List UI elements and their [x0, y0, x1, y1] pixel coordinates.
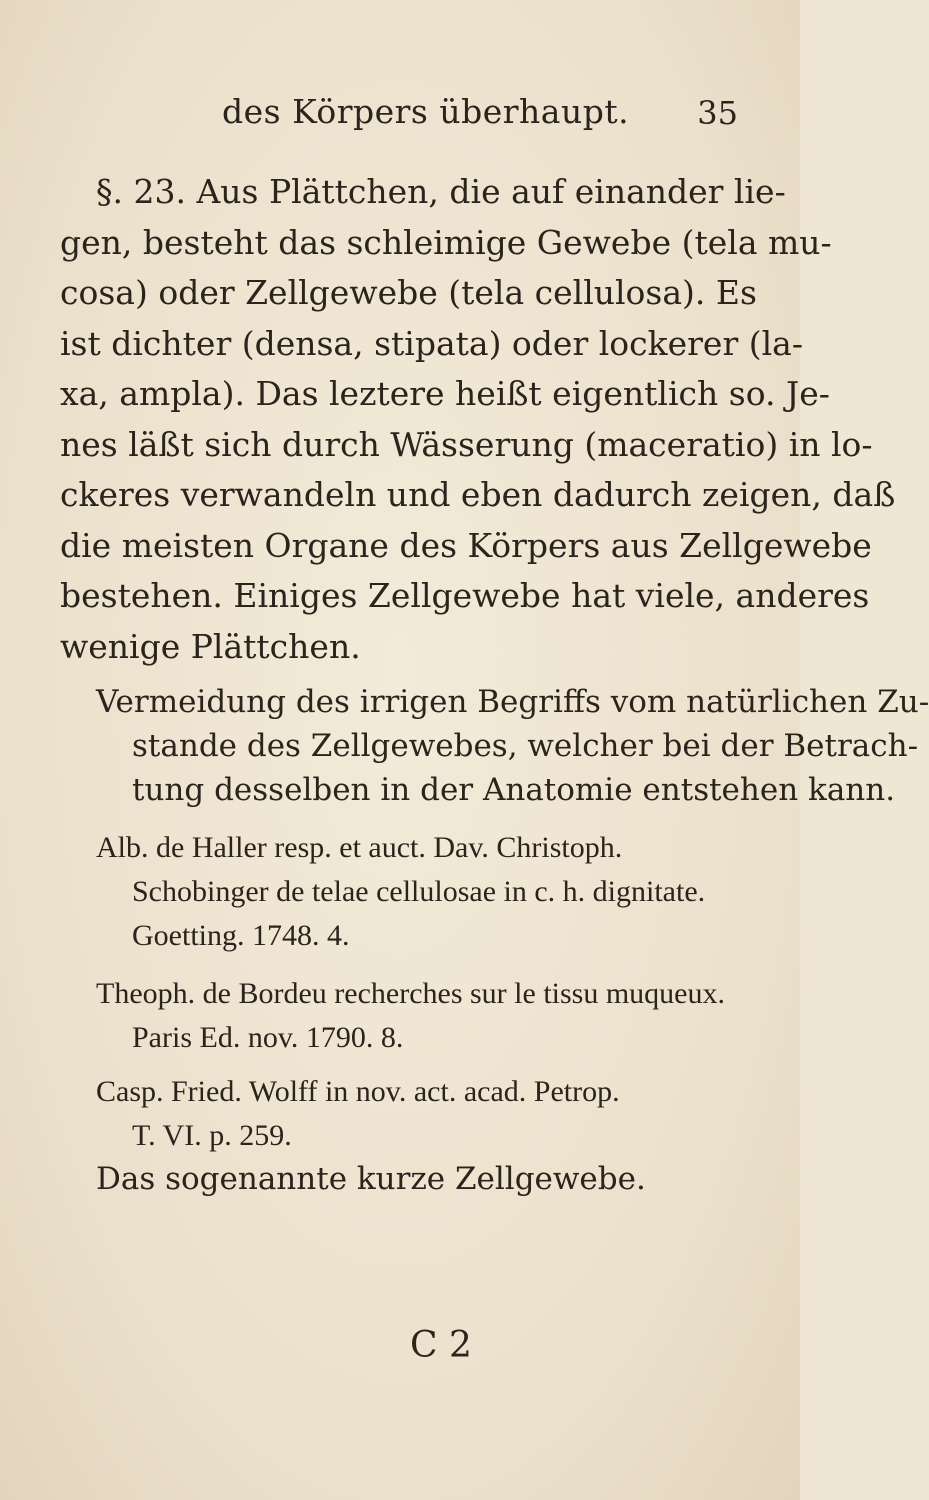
citation-line: Goetting. 1748. 4. [132, 919, 350, 952]
citation-bordeu [60, 972, 750, 1060]
text-line: bestehen. Einiges Zellgewebe hat viele, anderes [60, 576, 870, 615]
avoidance-note [60, 680, 929, 812]
text-line: stande des Zellgewebes, welcher bei der Betrach- [132, 728, 919, 764]
text-line: ckeres verwandeln und eben dadurch zeigen, daß [60, 475, 896, 514]
short-tissue-note [60, 1157, 750, 1201]
text-line: ist dichter (densa, stipata) oder lockerer (la- [60, 323, 803, 363]
page-number: 35 [697, 94, 738, 132]
citation-line: Schobinger de telae cellulosae in c. h. dignitate. [132, 875, 706, 908]
text-line: xa, ampla). Das leztere heißt eigentlich so. Je- [60, 374, 830, 413]
printer-signature-mark: C 2 [410, 1325, 472, 1366]
text-line: die meisten Organe des Körpers aus Zellgewebe [60, 525, 872, 565]
citation-line: Alb. de Haller resp. et auct. Dav. Christoph. [96, 831, 623, 864]
text-line: wenige Plättchen. [60, 626, 361, 666]
page-header [0, 92, 800, 132]
citation-line: Paris Ed. nov. 1790. 8. [132, 1021, 404, 1054]
text-line: §. 23. Aus Plättchen, die auf einander lie- [96, 172, 786, 211]
running-title: des Körpers überhaupt. [222, 92, 630, 131]
citation-haller [60, 826, 750, 958]
section-23-paragraph [60, 167, 896, 672]
text-line: tung desselben in der Anatomie entstehen kann. [132, 772, 896, 808]
text-line: cosa) oder Zellgewebe (tela cellulosa). Es [60, 273, 757, 312]
text-line: nes läßt sich durch Wässerung (maceratio) in lo- [60, 424, 873, 464]
citation-wolff [60, 1070, 750, 1158]
citation-line: Theoph. de Bordeu recherches sur le tissu muqueux. [96, 977, 725, 1010]
citation-line: T. VI. p. 259. [132, 1119, 292, 1152]
text-line: Das sogenannte kurze Zellgewebe. [96, 1161, 646, 1197]
citation-line: Casp. Fried. Wolff in nov. act. acad. Petrop. [96, 1075, 620, 1108]
text-line: Vermeidung des irrigen Begriffs vom natürlichen Zu- [96, 684, 929, 720]
text-line: gen, besteht das schleimige Gewebe (tela mu- [60, 222, 832, 262]
